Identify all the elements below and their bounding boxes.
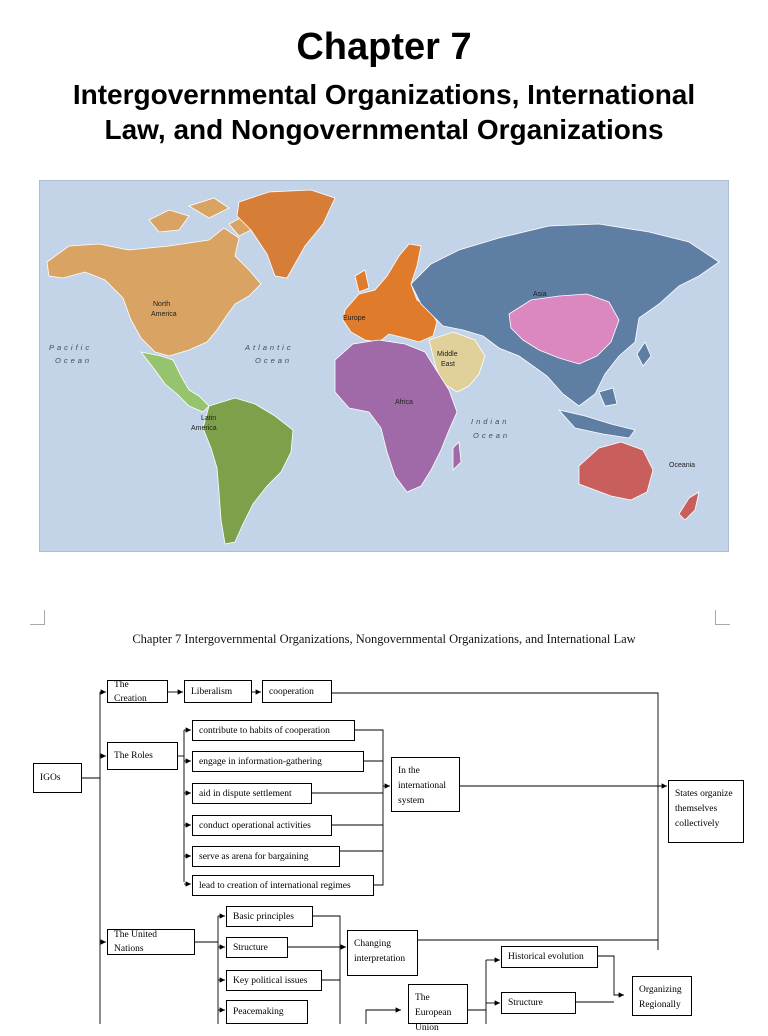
- box-igos: IGOs: [33, 763, 82, 793]
- box-role-6: lead to creation of international regimes: [192, 875, 374, 896]
- box-role-5: serve as arena for bargaining: [192, 846, 340, 867]
- box-changing-interpretation: Changing interpretation: [347, 930, 418, 976]
- label-indian-2: Ocean: [473, 431, 511, 440]
- box-historical-evolution: Historical evolution: [501, 946, 598, 968]
- box-united-nations: The United Nations: [107, 929, 195, 955]
- box-the-roles: The Roles: [107, 742, 178, 770]
- box-liberalism: Liberalism: [184, 680, 252, 703]
- box-the-creation: The Creation: [107, 680, 168, 703]
- box-cooperation: cooperation: [262, 680, 332, 703]
- label-latin-america-1: Latin: [201, 415, 217, 422]
- label-north-america-1: North: [153, 301, 171, 308]
- label-asia: Asia: [533, 291, 547, 298]
- label-europe: Europe: [343, 315, 366, 322]
- label-middle-east-2: East: [441, 361, 456, 368]
- box-role-3: aid in dispute settlement: [192, 783, 312, 804]
- box-in-the-international-system: In the international system: [391, 757, 460, 812]
- box-un-key-political-issues: Key political issues: [226, 970, 322, 991]
- label-middle-east-1: Middle: [437, 351, 458, 358]
- box-european-union: The European Union: [408, 984, 468, 1024]
- label-atlantic-2: Ocean: [255, 356, 293, 365]
- label-north-america-2: America: [151, 311, 177, 318]
- label-latin-america-2: America: [191, 425, 217, 432]
- label-pacific-2: Ocean: [55, 356, 93, 365]
- label-atlantic-1: Atlantic: [245, 343, 294, 352]
- label-indian-1: Indian: [471, 417, 510, 426]
- document-heading: Chapter 7 Intergovernmental Organizations, Nongovernmental Organizations, and International Law: [132, 632, 636, 646]
- box-un-peacemaking: Peacemaking: [226, 1000, 308, 1024]
- subtitle-line-2: Law, and Nongovernmental Organizations: [104, 114, 664, 145]
- box-organizing-regionally: Organizing Regionally: [632, 976, 692, 1016]
- box-eu-structure: Structure: [501, 992, 576, 1014]
- label-pacific-1: Pacific: [49, 343, 93, 352]
- box-role-1: contribute to habits of cooperation: [192, 720, 355, 741]
- box-role-2: engage in information-gathering: [192, 751, 364, 772]
- box-role-4: conduct operational activities: [192, 815, 332, 836]
- box-states-organize: States organize themselves collectively: [668, 780, 744, 843]
- label-oceania: Oceania: [669, 462, 696, 469]
- slide-title: Chapter 7: [296, 26, 472, 68]
- box-un-basic-principles: Basic principles: [226, 906, 313, 927]
- label-africa: Africa: [395, 399, 413, 406]
- box-un-structure: Structure: [226, 937, 288, 958]
- subtitle-line-1: Intergovernmental Organizations, International: [72, 79, 696, 110]
